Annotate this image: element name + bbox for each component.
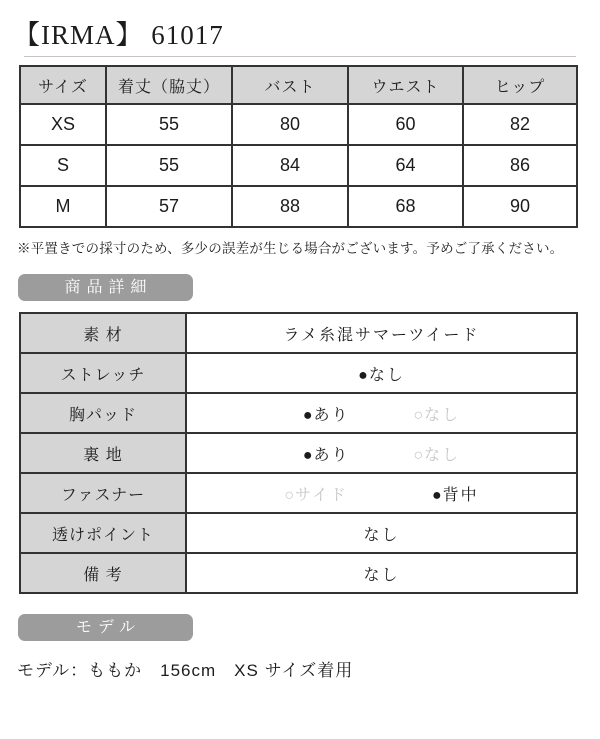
detail-label: 胸パッド [20, 393, 186, 433]
option-label: なし [424, 406, 461, 424]
bust-cell: 80 [232, 104, 348, 145]
radio-selected-icon: ● [358, 366, 368, 384]
waist-col-header: ウエスト [348, 66, 463, 104]
measurement-note: ※平置きでの採寸のため、多少の誤差が生じる場合がございます。予めご了承ください。 [17, 241, 564, 257]
detail-label: 裏 地 [20, 433, 186, 473]
option-lining-yes [303, 442, 350, 465]
product-details-table [19, 312, 578, 594]
option-label: なし [368, 366, 405, 384]
length-cell: 55 [106, 145, 232, 186]
detail-label: ファスナー [20, 473, 186, 513]
bust-col-header: バスト [232, 66, 348, 104]
radio-unselected-icon: ○ [413, 406, 424, 424]
size-table-header-row [20, 66, 577, 104]
waist-cell: 64 [348, 145, 463, 186]
size-cell: S [20, 145, 106, 186]
detail-row-fastener [20, 473, 577, 513]
detail-value [186, 433, 577, 473]
radio-unselected-icon: ○ [284, 486, 295, 504]
size-table [19, 65, 578, 228]
detail-label: 備 考 [20, 553, 186, 593]
page-title: 【IRMA】 61017 [13, 20, 224, 50]
detail-row-sheer-point [20, 513, 577, 553]
detail-value [186, 473, 577, 513]
radio-selected-icon: ● [431, 486, 442, 504]
size-cell: XS [20, 104, 106, 145]
length-col-header: 着丈（脇丈） [106, 66, 232, 104]
bust-cell: 84 [232, 145, 348, 186]
option-label: あり [313, 406, 350, 424]
bust-cell: 88 [232, 186, 348, 227]
option-fastener-back [432, 482, 479, 505]
radio-unselected-icon: ○ [413, 446, 424, 464]
hip-cell: 86 [463, 145, 577, 186]
detail-value [186, 393, 577, 433]
section-badge-product-details: 商品詳細 [18, 274, 193, 301]
section-badge-model: モデル [18, 614, 193, 641]
waist-cell: 68 [348, 186, 463, 227]
detail-row-chest-pad [20, 393, 577, 433]
detail-label: 透けポイント [20, 513, 186, 553]
option-stretch-none [358, 362, 405, 385]
detail-row-remarks [20, 553, 577, 593]
title-divider [24, 56, 576, 57]
size-row-s [20, 145, 577, 186]
length-cell: 57 [106, 186, 232, 227]
detail-row-lining [20, 433, 577, 473]
model-info: モデル：ももか 156cm XS サイズ着用 [17, 661, 354, 681]
detail-row-material [20, 313, 577, 353]
length-cell: 55 [106, 104, 232, 145]
product-detail-page [0, 19, 600, 681]
option-lining-no [414, 442, 461, 465]
size-row-m [20, 186, 577, 227]
radio-selected-icon: ● [302, 406, 313, 424]
option-pad-yes [303, 402, 350, 425]
waist-cell: 60 [348, 104, 463, 145]
size-col-header: サイズ [20, 66, 106, 104]
option-pad-no [414, 402, 461, 425]
option-fastener-side [284, 482, 348, 505]
detail-value [186, 353, 577, 393]
detail-row-stretch [20, 353, 577, 393]
hip-cell: 90 [463, 186, 577, 227]
detail-value: なし [186, 513, 577, 553]
option-label: あり [313, 446, 350, 464]
detail-value: なし [186, 553, 577, 593]
option-label: 背中 [442, 486, 479, 504]
option-label: なし [424, 446, 461, 464]
hip-col-header: ヒップ [463, 66, 577, 104]
detail-label: 素 材 [20, 313, 186, 353]
hip-cell: 82 [463, 104, 577, 145]
detail-value: ラメ糸混サマーツイード [186, 313, 577, 353]
size-row-xs [20, 104, 577, 145]
radio-selected-icon: ● [302, 446, 313, 464]
size-cell: M [20, 186, 106, 227]
option-label: サイド [295, 486, 348, 504]
detail-label: ストレッチ [20, 353, 186, 393]
